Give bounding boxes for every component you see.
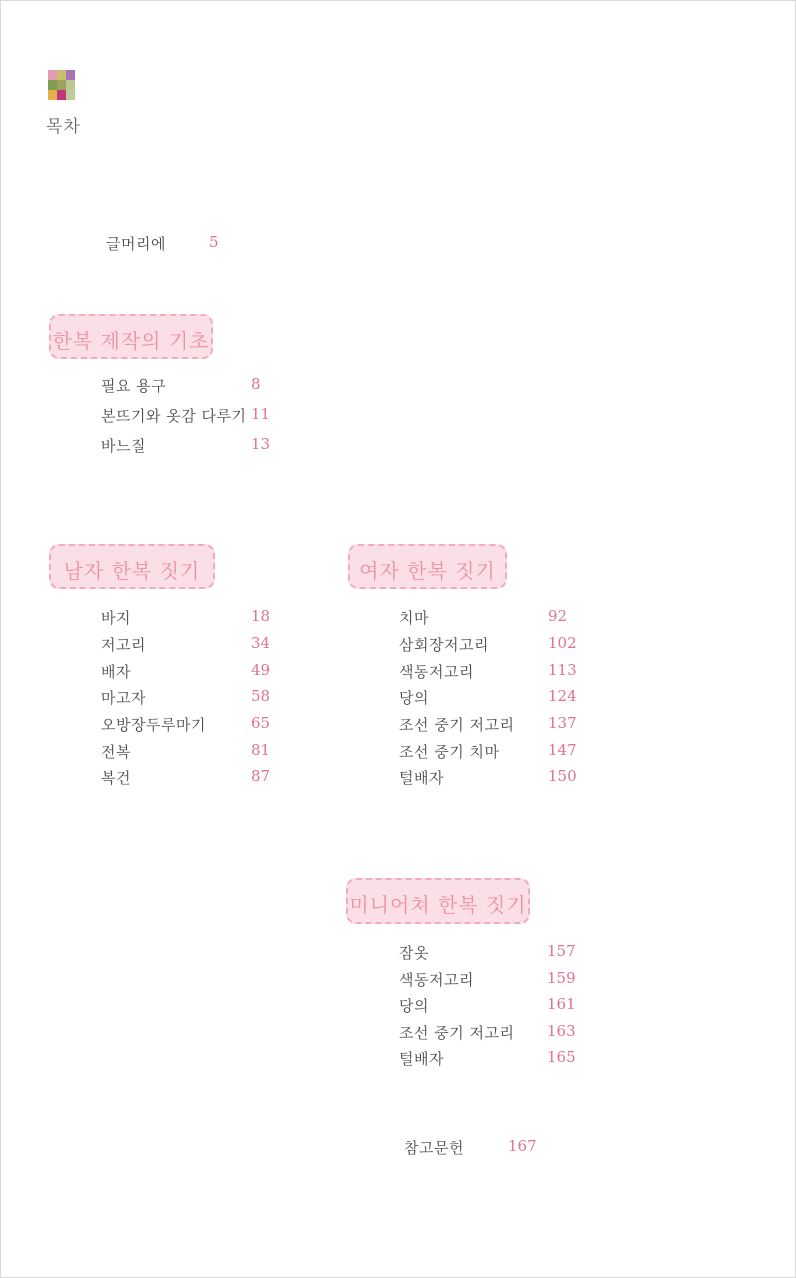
entry-page-number: 150 — [548, 767, 577, 785]
entry-label: 조선 중기 저고리 — [399, 1024, 515, 1042]
toc-entry — [1, 995, 795, 1017]
logo-cell — [48, 90, 57, 100]
logo-cell — [66, 70, 75, 80]
section-title-womens: 여자 한복 짓기 — [348, 544, 507, 589]
toc-entry-preface — [1, 233, 795, 255]
entry-label: 전복 — [101, 743, 131, 761]
entry-label: 오방장두루마기 — [101, 716, 206, 734]
entry-page-number: 157 — [547, 942, 576, 960]
toc-entry — [1, 741, 795, 763]
toc-entry — [1, 714, 795, 736]
entry-page-number: 8 — [251, 375, 261, 393]
entry-page-number: 81 — [251, 741, 271, 759]
logo-cell — [57, 90, 66, 100]
logo-cell — [66, 80, 75, 90]
entry-label: 잠옷 — [399, 944, 429, 962]
toc-entry — [1, 969, 795, 991]
entry-label: 털배자 — [399, 1050, 444, 1068]
entry-page-number: 18 — [251, 607, 271, 625]
entry-label: 본뜨기와 옷감 다루기 — [101, 407, 247, 425]
entry-label: 참고문헌 — [404, 1139, 464, 1157]
entry-label: 배자 — [101, 663, 131, 681]
entry-label: 조선 중기 저고리 — [399, 716, 515, 734]
logo-cell — [66, 90, 75, 100]
entry-page-number: 159 — [547, 969, 576, 987]
entry-label: 색동저고리 — [399, 971, 474, 989]
entry-page-number: 165 — [547, 1048, 576, 1066]
logo-cell — [57, 80, 66, 90]
toc-entry — [1, 942, 795, 964]
section-title-basics: 한복 제작의 기초 — [49, 314, 213, 359]
entry-label: 색동저고리 — [399, 663, 474, 681]
page-title: 목차 — [46, 117, 81, 137]
entry-label: 바느질 — [101, 437, 146, 455]
entry-label: 당의 — [399, 997, 429, 1015]
entry-page-number: 49 — [251, 661, 271, 679]
entry-label: 조선 중기 치마 — [399, 743, 500, 761]
section-title-miniature: 미니어쳐 한복 짓기 — [346, 878, 530, 924]
toc-entry — [1, 435, 795, 457]
entry-page-number: 161 — [547, 995, 576, 1013]
section-title-mens: 남자 한복 짓기 — [49, 544, 215, 589]
entry-page-number: 34 — [251, 634, 271, 652]
toc-entry — [1, 1048, 795, 1070]
entry-page-number: 124 — [548, 687, 577, 705]
entry-page-number: 147 — [548, 741, 577, 759]
entry-label: 바지 — [101, 609, 131, 627]
entry-page-number: 13 — [251, 435, 271, 453]
entry-label: 마고자 — [101, 689, 146, 707]
entry-page-number: 167 — [508, 1137, 537, 1155]
entry-page-number: 5 — [209, 233, 219, 251]
toc-entry — [1, 375, 795, 397]
entry-label: 필요 용구 — [101, 377, 167, 395]
entry-label: 삼회장저고리 — [399, 636, 489, 654]
logo-cell — [48, 70, 57, 80]
entry-label: 복건 — [101, 769, 131, 787]
logo-cell — [57, 70, 66, 80]
entry-page-number: 87 — [251, 767, 271, 785]
toc-entry — [1, 405, 795, 427]
toc-entry — [1, 687, 795, 709]
entry-page-number: 65 — [251, 714, 271, 732]
entry-page-number: 113 — [548, 661, 577, 679]
entry-label: 저고리 — [101, 636, 146, 654]
toc-entry — [1, 661, 795, 683]
entry-page-number: 102 — [548, 634, 577, 652]
entry-page-number: 163 — [547, 1022, 576, 1040]
patchwork-logo — [48, 70, 75, 100]
entry-label: 당의 — [399, 689, 429, 707]
entry-label: 털배자 — [399, 769, 444, 787]
logo-cell — [48, 80, 57, 90]
toc-entry — [1, 767, 795, 789]
entry-page-number: 92 — [548, 607, 568, 625]
entry-page-number: 137 — [548, 714, 577, 732]
entry-label: 글머리에 — [106, 235, 166, 253]
toc-entry — [1, 1022, 795, 1044]
entry-label: 치마 — [399, 609, 429, 627]
entry-page-number: 11 — [251, 405, 271, 423]
entry-page-number: 58 — [251, 687, 271, 705]
toc-entry — [1, 634, 795, 656]
toc-entry — [1, 607, 795, 629]
toc-entry-references — [1, 1137, 795, 1159]
